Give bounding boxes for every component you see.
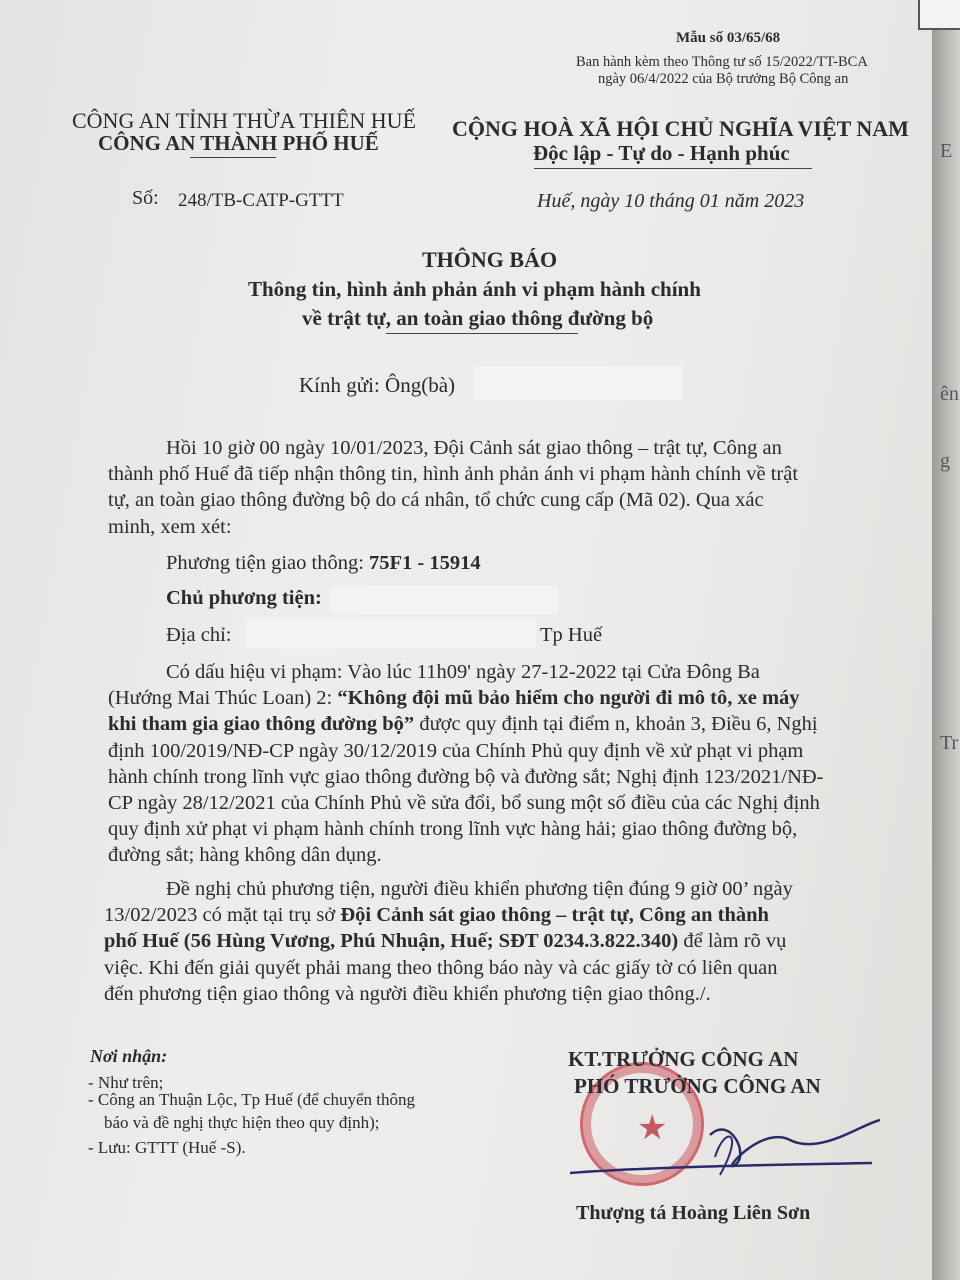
adjacent-fragment: ên [940,383,959,405]
intro-line: tự, an toàn giao thông đường bộ do cá nhân, tổ chức cung cấp (Mã 02). Qua xác [108,489,764,512]
adjacent-document-corner [918,0,960,30]
stamp-star-icon: ★ [637,1110,668,1147]
violation-line: định 100/2019/NĐ-CP ngày 30/12/2019 của Chính Phủ quy định về xử phạt vi phạm [108,739,804,762]
recipients-title: Nơi nhận: [90,1046,168,1066]
adjacent-fragment: g [940,450,950,472]
doc-subtitle-2: về trật tự, an toàn giao thông đường bộ [302,306,654,330]
plate-label: Phương tiện giao thông: [166,552,364,574]
motto-underline [534,168,812,169]
doc-subtitle-1: Thông tin, hình ảnh phản ánh vi phạm hành chính [248,277,701,301]
signature-title-2: PHÓ TRƯỞNG CÔNG AN [574,1074,821,1098]
vehicle-row [166,552,481,575]
violation-paragraph [108,659,864,869]
intro-line: minh, xem xét: [108,515,232,538]
violation-line: (Hướng Mai Thúc Loan) 2: “Không đội mũ bảo hiểm cho người đi mô tô, xe máy [108,687,800,710]
violation-line: Có dấu hiệu vi phạm: Vào lúc 11h09' ngày 27-12-2022 tại Cửa Đông Ba [166,661,760,683]
violation-line: khi tham gia giao thông đường bộ” được quy định tại điểm n, khoản 3, Điều 6, Nghị [108,713,818,736]
agency-province: CÔNG AN TỈNH THỪA THIÊN HUẾ [72,108,417,133]
recipients-item: - Như trên; [88,1073,164,1092]
request-line: việc. Khi đến giải quyết phải mang theo thông báo này và các giấy tờ có liên quan [104,956,778,979]
intro-line: thành phố Huế đã tiếp nhận thông tin, hình ảnh phản ánh vi phạm hành chính về trật [108,463,799,486]
issue-date: Huế, ngày 10 tháng 01 năm 2023 [537,190,805,212]
form-code: Mẫu số 03/65/68 [676,30,781,46]
doc-number: 248/TB-CATP-GTTT [178,190,344,211]
request-line: 13/02/2023 có mặt tại trụ sở Đội Cảnh sát giao thông – trật tự, Công an thành [104,904,769,927]
agency-underline [190,157,276,158]
adjacent-document [932,0,960,1280]
signature-title-1: KT.TRƯỞNG CÔNG AN [568,1047,799,1071]
violation-line: đường sắt; hàng không dân dụng. [108,844,382,867]
intro-line: Hồi 10 giờ 00 ngày 10/01/2023, Đội Cảnh sát giao thông – trật tự, Công an [166,437,782,459]
signer-name: Thượng tá Hoàng Liên Sơn [576,1202,811,1224]
recipient-name-redacted [473,366,683,400]
intro-paragraph [108,435,864,540]
doc-title: THÔNG BÁO [422,247,558,272]
recipient-label: Kính gửi: Ông(bà) [299,373,456,397]
doc-number-label: Số: [132,187,159,209]
owner-name-redacted [330,586,558,614]
agency-city: CÔNG AN THÀNH PHỐ HUẾ [98,131,379,155]
adjacent-fragment: Tr [940,732,959,754]
violation-line: quy định xử phạt vi phạm hành chính trong lĩnh vực hàng hải; giao thông đường bộ, [108,818,798,841]
form-ref-line1: Ban hành kèm theo Thông tư số 15/2022/TT-BCA [576,54,868,70]
request-line: phố Huế (56 Hùng Vương, Phú Nhuận, Huế; SĐT 0234.3.822.340) để làm rõ vụ [104,930,787,953]
owner-label: Chủ phương tiện: [166,587,322,609]
violation-line: hành chính trong lĩnh vực giao thông đường bộ và đường sắt; Nghị định 123/2021/NĐ- [108,765,824,788]
plate-number: 75F1 - 15914 [369,552,481,574]
request-paragraph [104,876,864,1007]
nation-motto: Độc lập - Tự do - Hạnh phúc [533,141,790,165]
address-city: Tp Huế [540,624,603,646]
recipients-item: - Công an Thuận Lộc, Tp Huế (để chuyển thông [88,1090,416,1109]
recipients-item-cont: báo và đề nghị thực hiện theo quy định); [104,1113,380,1132]
nation-name: CỘNG HOÀ XÃ HỘI CHỦ NGHĨA VIỆT NAM [452,116,909,141]
title-underline [386,333,578,334]
address-label: Địa chỉ: [166,624,232,646]
recipients-item: - Lưu: GTTT (Huế -S). [88,1138,246,1157]
request-line: đến phương tiện giao thông và người điều khiển phương tiện giao thông./. [104,982,711,1005]
request-line: Đề nghị chủ phương tiện, người điều khiển phương tiện đúng 9 giờ 00’ ngày [166,878,793,900]
violation-line: CP ngày 28/12/2021 của Chính Phủ về sửa đổi, bổ sung một số điều của các Nghị định [108,792,820,815]
form-ref-line2: ngày 06/4/2022 của Bộ trưởng Bộ Công an [598,71,849,87]
address-redacted [246,619,536,649]
adjacent-fragment: E [940,140,953,162]
handwritten-signature [560,1095,890,1185]
